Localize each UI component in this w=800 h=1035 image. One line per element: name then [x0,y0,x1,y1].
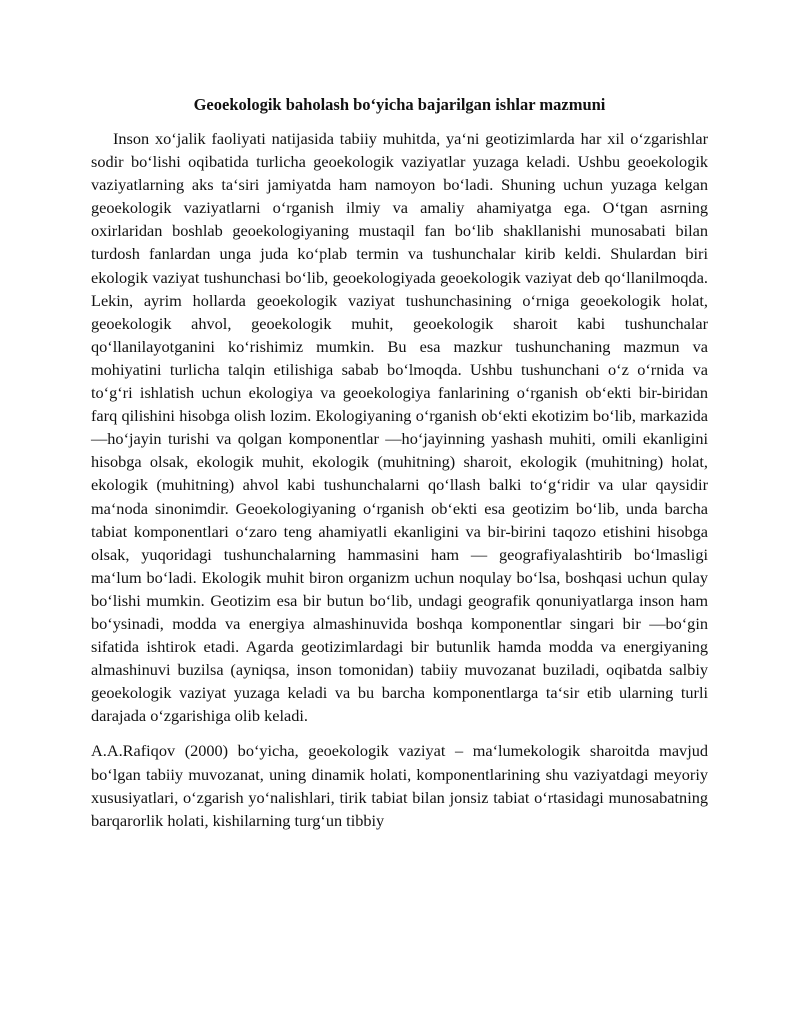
document-title: Geoekologik baholash bo‘yicha bajarilgan ishlar mazmuni [193,95,606,114]
document-page [91,93,708,832]
paragraph-1: Inson xo‘jalik faoliyati natijasida tabiiy muhitda, ya‘ni geotizimlarda har xil o‘zgarishlar sodir bo‘lishi oqibatida turlicha geoekologik vaziyatlar yuzaga keladi. Ushbu geoekologik vaziyatlarning aks ta‘siri jamiyatda ham namoyon bo‘ladi. Shuning uchun yuzaga kelgan geoekologik vaziyatlarni o‘rganish ilmiy va amaliy ahamiyatga ega. O‘tgan asrning oxirlaridan boshlab geoekologiyaning mustaqil fan bo‘lib shakllanishi munosabati bilan turdosh fanlardan unga juda ko‘plab termin va tushunchalar kirib keldi. Shulardan biri ekologik vaziyat tushunchasi bo‘lib, geoekologiyada geoekologik vaziyat deb qo‘llanilmoqda. Lekin, ayrim hollarda geoekologik vaziyat tushunchasining o‘rniga geoekologik holat, geoekologik ahvol, geoekologik muhit, geoekologik sharoit kabi tushunchalar qo‘llanilayotganini ko‘rishimiz mumkin. Bu esa mazkur tushunchaning mazmun va mohiyatini turlicha talqin etilishiga sabab bo‘lmoqda. Ushbu tushunchani o‘z o‘rnida va to‘g‘ri ishlatish uchun ekologiya va geoekologiya fanlarining o‘rganish ob‘ekti bir-biridan farq qilishini hisobga olish lozim. Ekologiyaning o‘rganish ob‘ekti ekotizim bo‘lib, markazida —ho‘jayin turishi va qolgan komponentlar —ho‘jayinning yashash muhiti, omili ekanligini hisobga olsak, ekologik muhit, ekologik (muhitning) sharoit, ekologik (muhitning) holat, ekologik (muhitning) ahvol kabi tushunchalarni qo‘llash balki to‘g‘ridir va ular qaysidir ma‘noda sinonimdir. Geoekologiyaning o‘rganish ob‘ekti esa geotizim bo‘lib, unda barcha tabiat komponentlari o‘zaro teng ahamiyatli ekanligini va bir-birini taqozo etishini hisobga olsak, yuqoridagi tushunchalarning hammasini ham — geografiyalashtirib bo‘lmasligi ma‘lum bo‘ladi. Ekologik muhit biron organizm uchun noqulay bo‘lsa, boshqasi uchun qulay bo‘lishi mumkin. Geotizim esa bir butun bo‘lib, undagi geografik qonuniyatlarga inson ham bo‘ysinadi, modda va energiya almashinuvida boshqa komponentlar singari bir —bo‘gin sifatida ishtirok etadi. Agarda geotizimlardagi bir butunlik hamda modda va energiyaning almashinuvi buzilsa (ayniqsa, inson tomonidan) tabiiy muvozanat buziladi, oqibatda salbiy geoekologik vaziyat yuzaga keladi va bu barcha komponentlarga ta‘sir etib ularning turli darajada o‘zgarishiga olib keladi. [91,129,708,726]
paragraph-2: A.A.Rafiqov (2000) bo‘yicha, geoekologik vaziyat – ma‘lumekologik sharoitda mavjud bo‘lgan tabiiy muvozanat, uning dinamik holati, komponentlarining shu vaziyatdagi meyoriy xususiyatlari, o‘zgarish yo‘nalishlari, tirik tabiat bilan jonsiz tabiat o‘rtasidagi munosabatning barqarorlik holati, kishilarning turg‘un tibbiy [91,741,708,830]
